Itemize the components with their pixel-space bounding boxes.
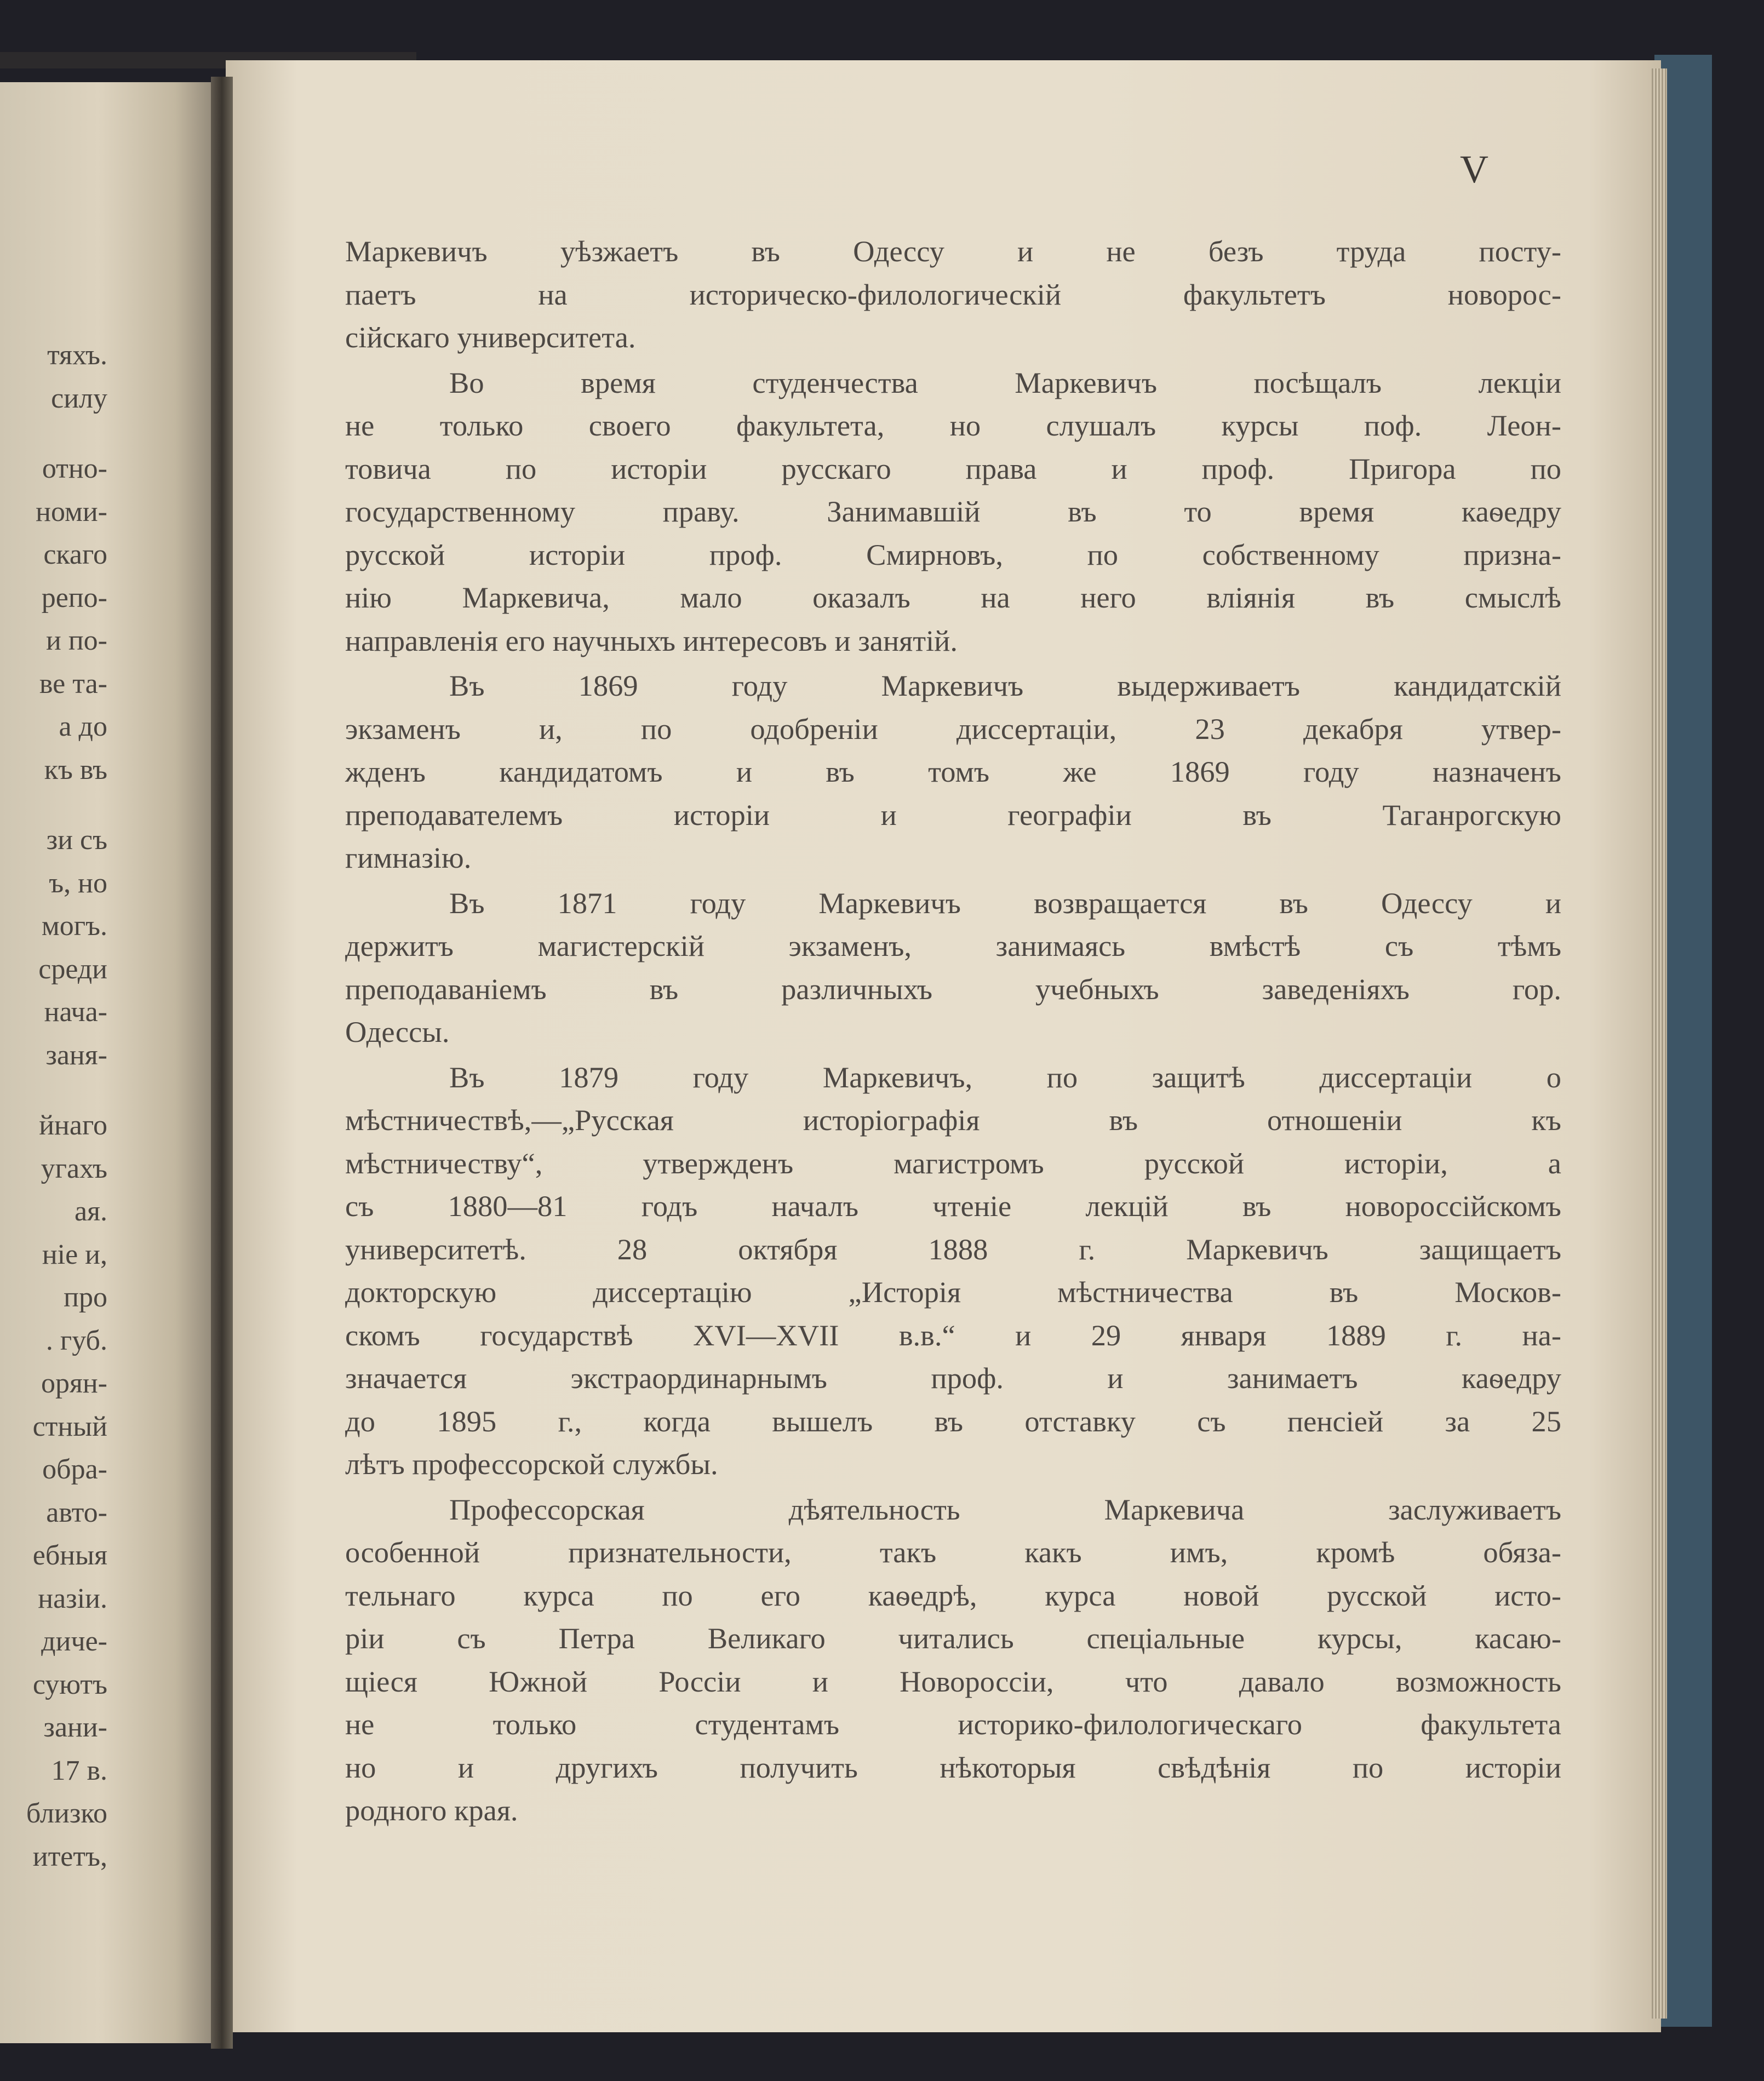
left-page-line: зани- [43,1712,107,1743]
left-page-line: а до [59,711,107,742]
text-line: держитъ магистерскій экзаменъ, занимаясь вмѣстѣ съ тѣмъ [345,929,1561,962]
body-text [345,230,1561,1835]
text-line: особенной признательности, такъ какъ имъ, кромѣ обяза- [345,1535,1561,1569]
left-page-line: тяхъ. [47,340,107,371]
left-page-line [0,420,107,448]
left-page-line: йнаго [39,1110,107,1141]
left-page-line: заня- [45,1039,107,1071]
left-page-line: про [64,1282,107,1313]
left-page-line: близко [26,1798,107,1829]
text-line: государственному праву. Занимавшій въ то время каѳедру [345,495,1561,528]
text-line: не только студентамъ историко-филологическаго факультета [345,1707,1561,1741]
text-line: скомъ государствѣ XVI—XVII в.в.“ и 29 января 1889 г. на- [345,1318,1561,1352]
left-page-line [0,1077,107,1104]
page-number: V [1460,147,1490,191]
text-line: мѣстничеству“, утвержденъ магистромъ русской исторіи, а [345,1146,1561,1180]
text-line: товича по исторіи русскаго права и проф. Пригора по [345,451,1561,485]
left-page-line: орян- [41,1368,107,1399]
paragraph [345,362,1561,663]
book-gutter [211,77,233,2049]
left-page-line: репо- [41,582,107,614]
text-line: щіеся Южной Россіи и Новороссіи, что давало возможность [345,1664,1561,1698]
left-page-line: итетъ, [32,1841,107,1872]
left-page-line: номи- [36,496,107,528]
left-page-line: обра- [42,1454,107,1485]
left-page-line: назіи. [38,1583,107,1614]
paragraph [345,664,1561,880]
text-line: Во время студенчества Маркевичъ посѣщалъ лекціи [449,365,1561,399]
left-page-line: ъ, но [49,867,107,899]
text-line: преподаваніемъ въ различныхъ учебныхъ заведеніяхъ гор. [345,972,1561,1006]
text-line: тельнаго курса по его каѳедрѣ, курса новой русской исто- [345,1578,1561,1612]
text-line: но и другихъ получить нѣкоторыя свѣдѣнія по исторіи [345,1750,1561,1784]
left-page-line: къ въ [44,754,107,786]
left-page-line: среди [38,953,107,985]
text-line: значается экстраординарнымъ проф. и занимаетъ каѳедру [345,1361,1561,1395]
left-page-line: дичe- [41,1626,107,1657]
text-line: Въ 1871 году Маркевичъ возвращается въ Одессу и [449,886,1561,920]
text-line: не только своего факультета, но слушалъ курсы поф. Леон- [345,409,1561,442]
left-page-line: ве та- [39,668,107,700]
text-line: лѣтъ профессорской службы. [345,1447,718,1481]
text-line: паетъ на историческо-филологическій факультетъ новорос- [345,277,1561,311]
left-page-line: скаго [43,539,107,570]
left-page-line: ебныя [32,1540,107,1571]
text-line: нію Маркевича, мало оказалъ на него вліянія въ смыслѣ [345,581,1561,614]
left-page-line: . губ. [45,1325,107,1356]
text-line: Профессорская дѣятельность Маркевича заслуживаетъ [449,1492,1561,1526]
left-page-text-fragments [0,334,107,1878]
text-line: преподавателемъ исторіи и географіи въ Таганрогскую [345,798,1561,832]
text-line: экзаменъ и, по одобреніи диссертаціи, 23 декабря утвер- [345,712,1561,746]
left-page-line: и по- [46,625,107,656]
paragraph [345,882,1561,1054]
text-line: Въ 1879 году Маркевичъ, по защитѣ диссертаціи о [449,1060,1561,1094]
paragraph [345,230,1561,359]
left-page-line: ая. [75,1196,107,1227]
left-page-line: могъ. [41,910,107,942]
paragraph [345,1056,1561,1486]
left-page-line: зи съ [46,824,107,856]
text-line: мѣстничествѣ,—„Русская исторіографія въ отношеніи къ [345,1103,1561,1137]
left-page [0,82,219,2043]
left-page-line: силу [51,382,107,414]
left-page-line: суютъ [32,1669,107,1700]
text-line: родного края. [345,1793,518,1827]
left-page-line: отно- [42,453,107,484]
left-page-line: ніе и, [42,1239,107,1270]
left-page-line: 17 в. [51,1755,107,1786]
left-page-line: авто- [46,1497,107,1528]
paragraph [345,1488,1561,1832]
text-line: Маркевичъ уѣзжаетъ въ Одессу и не безъ труда посту- [345,234,1561,268]
text-line: русской исторіи проф. Смирновъ, по собственному призна- [345,537,1561,571]
left-page-line: стный [32,1411,107,1442]
left-page-line [0,792,107,819]
text-line: докторскую диссертацію „Исторія мѣстничества въ Москов- [345,1275,1561,1309]
text-line: Въ 1869 году Маркевичъ выдерживаетъ кандидатскій [449,669,1561,702]
text-line: до 1895 г., когда вышелъ въ отставку съ пенсіей за 25 [345,1404,1561,1438]
left-page-line: нача- [44,996,107,1028]
text-line: университетѣ. 28 октября 1888 г. Маркевичъ защищаетъ [345,1232,1561,1266]
text-line: ріи съ Петра Великаго читались спеціальные курсы, касаю- [345,1621,1561,1655]
text-line: Одессы. [345,1015,450,1048]
page-edges [1652,68,1667,2019]
text-line: съ 1880—81 годъ началъ чтеніе лекцій въ новороссійскомъ [345,1189,1561,1223]
text-line: сійскаго университета. [345,320,636,354]
text-line: направленія его научныхъ интересовъ и занятій. [345,623,958,657]
left-page-line: угахъ [41,1153,107,1184]
text-line: жденъ кандидатомъ и въ томъ же 1869 году назначенъ [345,755,1561,788]
text-line: гимназію. [345,841,472,874]
